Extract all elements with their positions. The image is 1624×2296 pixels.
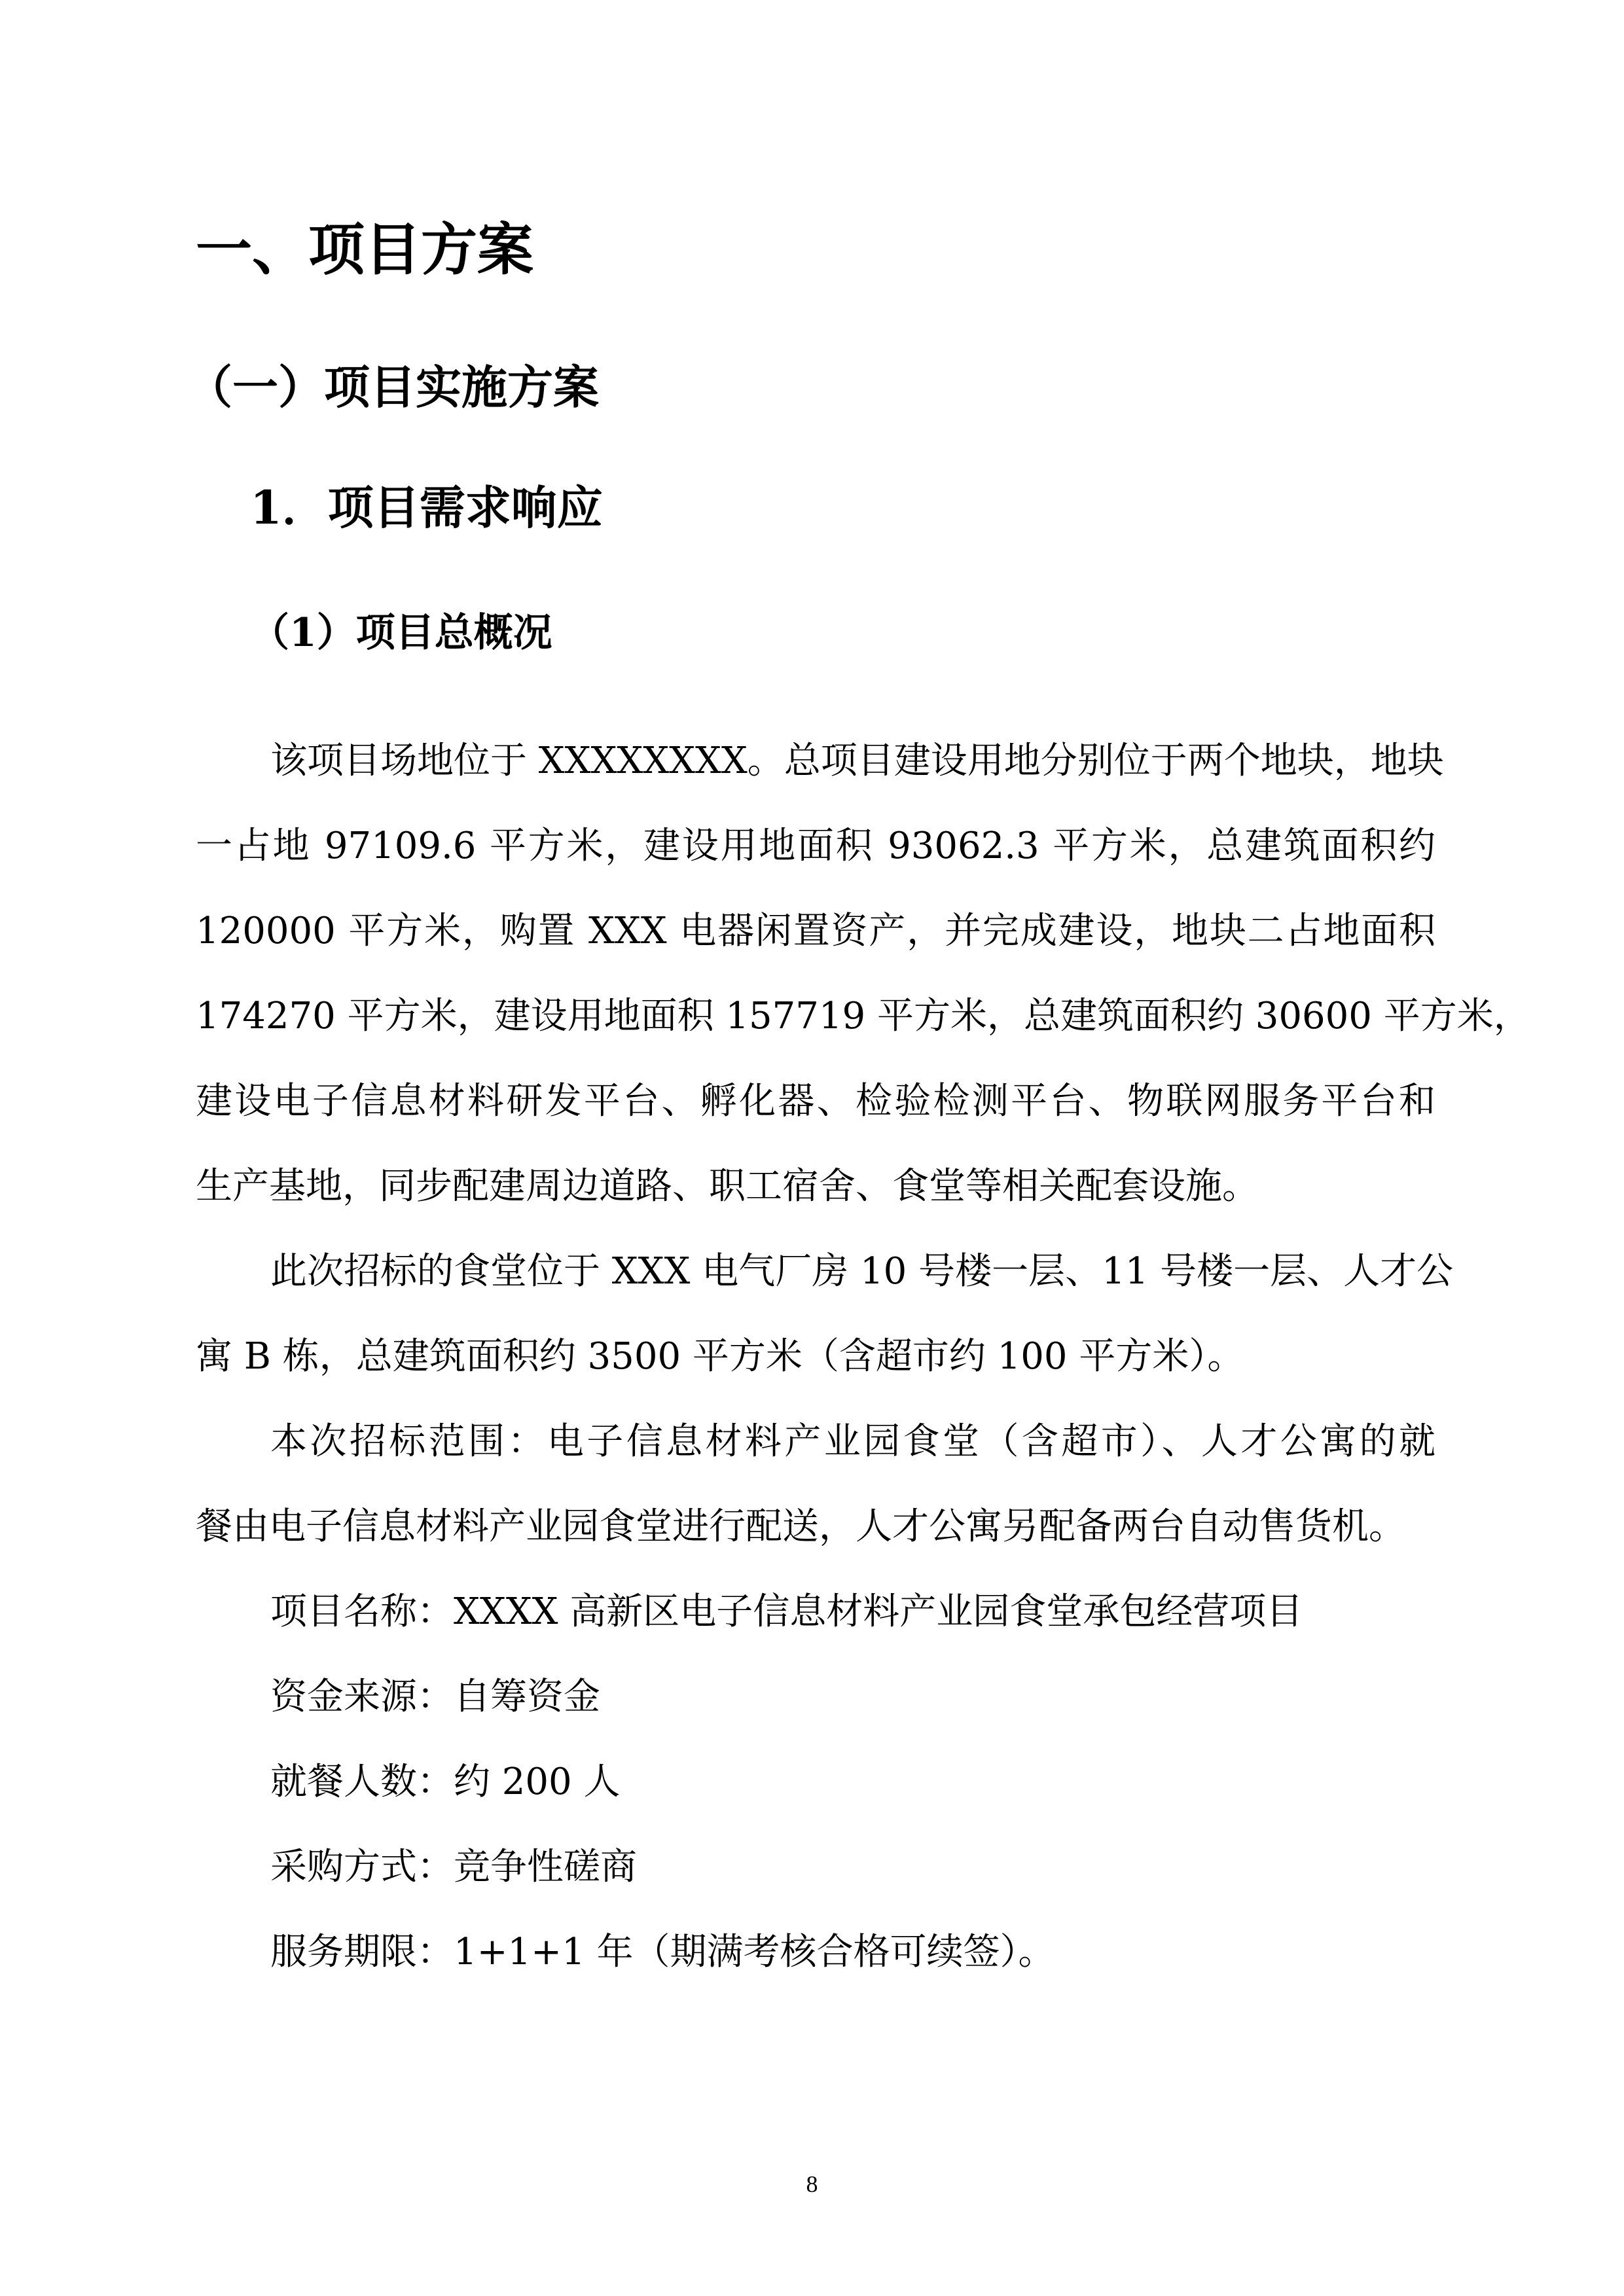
paragraph: [196, 1229, 1454, 1399]
paragraph-line: 此次招标的食堂位于 XXX 电气厂房 10 号楼一层、11 号楼一层、人才公: [270, 1250, 1454, 1293]
paragraph-line: 一占地 97109.6 平方米，建设用地面积 93062.3 平方米，总建筑面积约: [196, 825, 1435, 867]
paragraph: [196, 1740, 1435, 1825]
subsection-heading: 1．项目需求响应: [250, 480, 603, 535]
paragraph-line: 本次招标范围：电子信息材料产业园食堂（含超市）、人才公寓的就: [270, 1420, 1435, 1463]
paragraph-line: 资金来源：自筹资金: [270, 1676, 600, 1718]
section-heading: （一）项目实施方案: [187, 360, 599, 414]
paragraph-line: 生产基地，同步配建周边道路、职工宿舍、食堂等相关配套设施。: [196, 1165, 1259, 1208]
body-text: [196, 719, 1530, 1995]
paragraph-line: 服务期限：1+1+1 年（期满考核合格可续签）。: [270, 1931, 1055, 1973]
paragraph: [196, 1655, 1435, 1740]
paragraph-line: 就餐人数：约 200 人: [270, 1761, 621, 1803]
page-number: 8: [806, 2171, 818, 2197]
paragraph: [196, 1910, 1435, 1995]
paragraph-line: 餐由电子信息材料产业园食堂进行配送，人才公寓另配备两台自动售货机。: [196, 1505, 1405, 1548]
paragraph-line: 174270 平方米，建设用地面积 157719 平方米，总建筑面积约 30600 平方米，: [196, 995, 1530, 1037]
chapter-heading: 一、项目方案: [196, 217, 533, 283]
paragraph: [196, 1399, 1435, 1570]
paragraph: [196, 1570, 1435, 1655]
paragraph-line: 120000 平方米，购置 XXX 电器闲置资产，并完成建设，地块二占地面积: [196, 910, 1435, 952]
paragraph-line: 该项目场地位于 XXXXXXXX。总项目建设用地分别位于两个地块，地块: [270, 740, 1444, 782]
paragraph-line: 采购方式：竞争性磋商: [270, 1846, 637, 1888]
paragraph-line: 建设电子信息材料研发平台、孵化器、检验检测平台、物联网服务平台和: [196, 1080, 1435, 1122]
subsubsection-heading: （1）项目总概况: [250, 610, 552, 656]
paragraph-line: 项目名称：XXXX 高新区电子信息材料产业园食堂承包经营项目: [270, 1590, 1303, 1633]
paragraph-line: 寓 B 栋，总建筑面积约 3500 平方米（含超市约 100 平方米）。: [196, 1335, 1244, 1378]
paragraph: [196, 1825, 1435, 1910]
paragraph: [196, 719, 1530, 1229]
